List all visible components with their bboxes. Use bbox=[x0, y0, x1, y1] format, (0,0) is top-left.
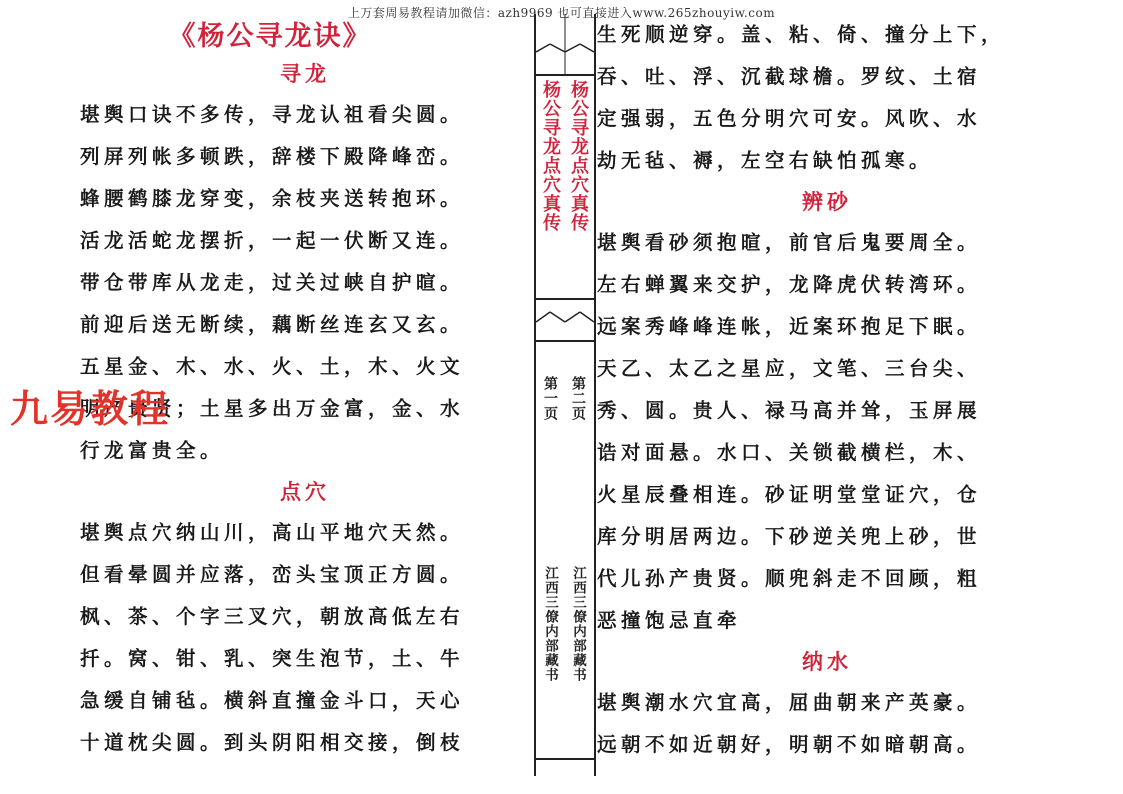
verse-line: 堪舆看砂须抱暄，前官后鬼要周全。 bbox=[597, 231, 982, 254]
verse-line: 堪舆潮水穴宜高，屈曲朝来产英豪。 bbox=[597, 691, 982, 714]
collection-label-right: 江西三僚内部藏书 bbox=[570, 566, 586, 682]
verse-line: 五星金、木、水、火、土，木、火文 bbox=[80, 355, 465, 378]
verse-line: 远朝不如近朝好，明朝不如暗朝高。 bbox=[597, 733, 982, 756]
section-heading-biansha: 辨砂 bbox=[802, 190, 852, 214]
fold-ornament-icon bbox=[536, 14, 594, 74]
verse-line: 行龙富贵全。 bbox=[80, 439, 225, 462]
verse-line: 前迎后送无断续，藕断丝连玄又玄。 bbox=[80, 313, 465, 336]
verse-line: 列屏列帐多顿跌，辞楼下殿降峰峦。 bbox=[80, 145, 465, 168]
spine-title-right: 杨公寻龙点穴真传 bbox=[568, 80, 589, 232]
collection-label-left: 江西三僚内部藏书 bbox=[542, 566, 558, 682]
spine-mid-ornament bbox=[536, 298, 594, 342]
verse-line: 库分明居两边。下砂逆关兜上砂，世 bbox=[597, 525, 982, 548]
verse-line: 恶撞饱忌直牵 bbox=[597, 609, 742, 632]
verse-line: 定强弱，五色分明穴可安。风吹、水 bbox=[597, 107, 982, 130]
spine-title-left: 杨公寻龙点穴真传 bbox=[540, 80, 561, 232]
spine-top-ornament bbox=[536, 14, 594, 76]
verse-line: 生死顺逆穿。盖、粘、倚、撞分上下， bbox=[597, 23, 1006, 46]
verse-line: 诰对面悬。水口、关锁截横栏，木、 bbox=[597, 441, 982, 464]
verse-line: 急缓自铺毡。横斜直撞金斗口，天心 bbox=[80, 689, 465, 712]
verse-line: 蜂腰鹤膝龙穿变，余枝夹送转抱环。 bbox=[80, 187, 465, 210]
page-number-left: 第一页 bbox=[542, 376, 558, 421]
verse-line: 扦。窝、钳、乳、突生泡节，土、牛 bbox=[80, 647, 465, 670]
verse-line: 天乙、太乙之星应，文笔、三台尖、 bbox=[597, 357, 982, 380]
verse-line: 秀、圆。贵人、禄马高并耸，玉屏展 bbox=[597, 399, 982, 422]
verse-line: 堪舆口诀不多传，寻龙认祖看尖圆。 bbox=[80, 103, 465, 126]
verse-line: 活龙活蛇龙摆折，一起一伏断又连。 bbox=[80, 229, 465, 252]
verse-line: 左右蝉翼来交护，龙降虎伏转湾环。 bbox=[597, 273, 982, 296]
section-heading-xunlong: 寻龙 bbox=[280, 62, 330, 86]
verse-line: 代儿孙产贵贤。顺兜斜走不回顾，粗 bbox=[597, 567, 982, 590]
verse-line: 枫、茶、个字三叉穴，朝放高低左右 bbox=[80, 605, 465, 628]
overlay-logo: 九易教程 bbox=[10, 387, 171, 431]
header-watermark: 上万套周易教程请加微信：azh9969 也可直接进入www.265zhouyiw.com bbox=[347, 6, 776, 20]
fold-ornament-icon bbox=[536, 300, 594, 340]
verse-line: 远案秀峰峰连帐，近案环抱足下眠。 bbox=[597, 315, 982, 338]
spine-bottom-rule bbox=[536, 758, 594, 776]
section-heading-dianxue: 点穴 bbox=[280, 480, 330, 504]
verse-line: 火星辰叠相连。砂证明堂堂证穴，仓 bbox=[597, 483, 982, 506]
book-title: 《杨公寻龙诀》 bbox=[168, 21, 372, 52]
book-spine bbox=[534, 14, 596, 776]
verse-line: 吞、吐、浮、沉截球檐。罗纹、土宿 bbox=[597, 65, 982, 88]
verse-line: 劫无毡、褥，左空右缺怕孤寒。 bbox=[597, 149, 934, 172]
verse-line: 带仓带库从龙走，过关过峡自护暄。 bbox=[80, 271, 465, 294]
page-number-right: 第二页 bbox=[570, 376, 586, 421]
right-page bbox=[597, 14, 1057, 766]
verse-line: 但看晕圆并应落，峦头宝顶正方圆。 bbox=[80, 563, 465, 586]
verse-line: 明产贵贤；土星多出万金富，金、水 bbox=[80, 397, 465, 420]
verse-line: 堪舆点穴纳山川，高山平地穴天然。 bbox=[80, 521, 465, 544]
section-heading-nashui: 纳水 bbox=[802, 650, 852, 674]
verse-line: 十道枕尖圆。到头阴阳相交接，倒枝 bbox=[80, 731, 465, 754]
